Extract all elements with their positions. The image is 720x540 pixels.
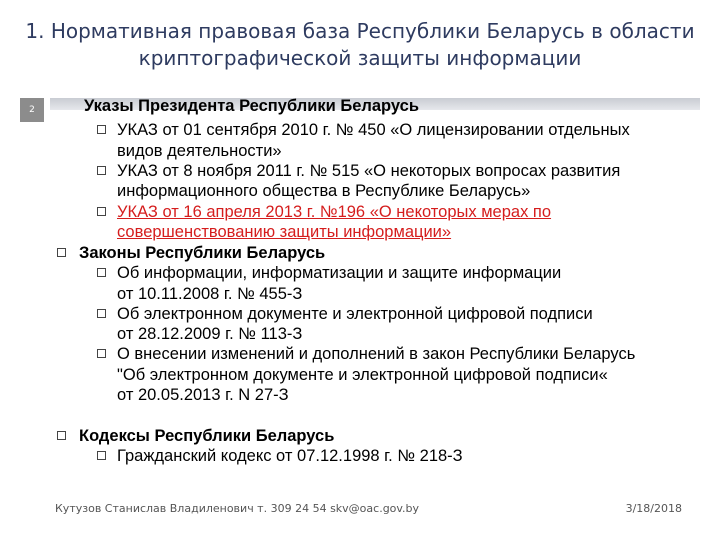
square-bullet-icon <box>97 309 106 318</box>
decree-196-link-line2[interactable]: совершенствованию защиты информации» <box>117 223 452 241</box>
square-bullet-icon <box>97 349 106 358</box>
square-bullet-icon <box>97 207 106 216</box>
law-27-line3: от 20.05.2013 г. N 27-З <box>117 386 289 404</box>
decree-450-line1: УКАЗ от 01 сентября 2010 г. № 450 «О лицензировании отдельных <box>117 121 630 139</box>
decree-515-line1: УКАЗ от 8 ноября 2011 г. № 515 «О некоторых вопросах развития <box>117 162 621 180</box>
civil-code-line1: Гражданский кодекс от 07.12.1998 г. № 218-З <box>117 447 463 465</box>
law-27-line2: "Об электронном документе и электронной цифровой подписи« <box>117 366 608 384</box>
square-bullet-icon <box>97 125 106 134</box>
slide-title: 1. Нормативная правовая база Республики Беларусь в области криптографической защиты информации <box>25 19 695 70</box>
slide-number: 2 <box>20 98 44 122</box>
law-113-line1: Об электронном документе и электронной цифровой подписи <box>117 305 593 323</box>
footer-date: 3/18/2018 <box>625 502 682 515</box>
square-bullet-icon <box>97 166 106 175</box>
law-113-line2: от 28.12.2009 г. № 113-З <box>117 325 303 343</box>
decree-196-link-line1[interactable]: УКАЗ от 16 апреля 2013 г. №196 «О некоторых мерах по <box>117 203 552 221</box>
law-27-line1: О внесении изменений и дополнений в закон Республики Беларусь <box>117 345 636 363</box>
laws-heading: Законы Республики Беларусь <box>79 244 326 262</box>
law-455-line2: от 10.11.2008 г. № 455-З <box>117 285 303 303</box>
square-bullet-icon <box>57 431 66 440</box>
codes-heading: Кодексы Республики Беларусь <box>79 427 335 445</box>
decree-450-line2: видов деятельности» <box>117 142 282 160</box>
decree-515-line2: информационного общества в Республике Беларусь» <box>117 182 531 200</box>
decrees-heading: Указы Президента Республики Беларусь <box>84 97 419 115</box>
square-bullet-icon <box>97 451 106 460</box>
square-bullet-icon <box>97 268 106 277</box>
square-bullet-icon <box>57 248 66 257</box>
footer-author: Кутузов Станислав Владиленович т. 309 24 54 skv@oac.gov.by <box>55 502 420 515</box>
law-455-line1: Об информации, информатизации и защите информации <box>117 264 562 282</box>
